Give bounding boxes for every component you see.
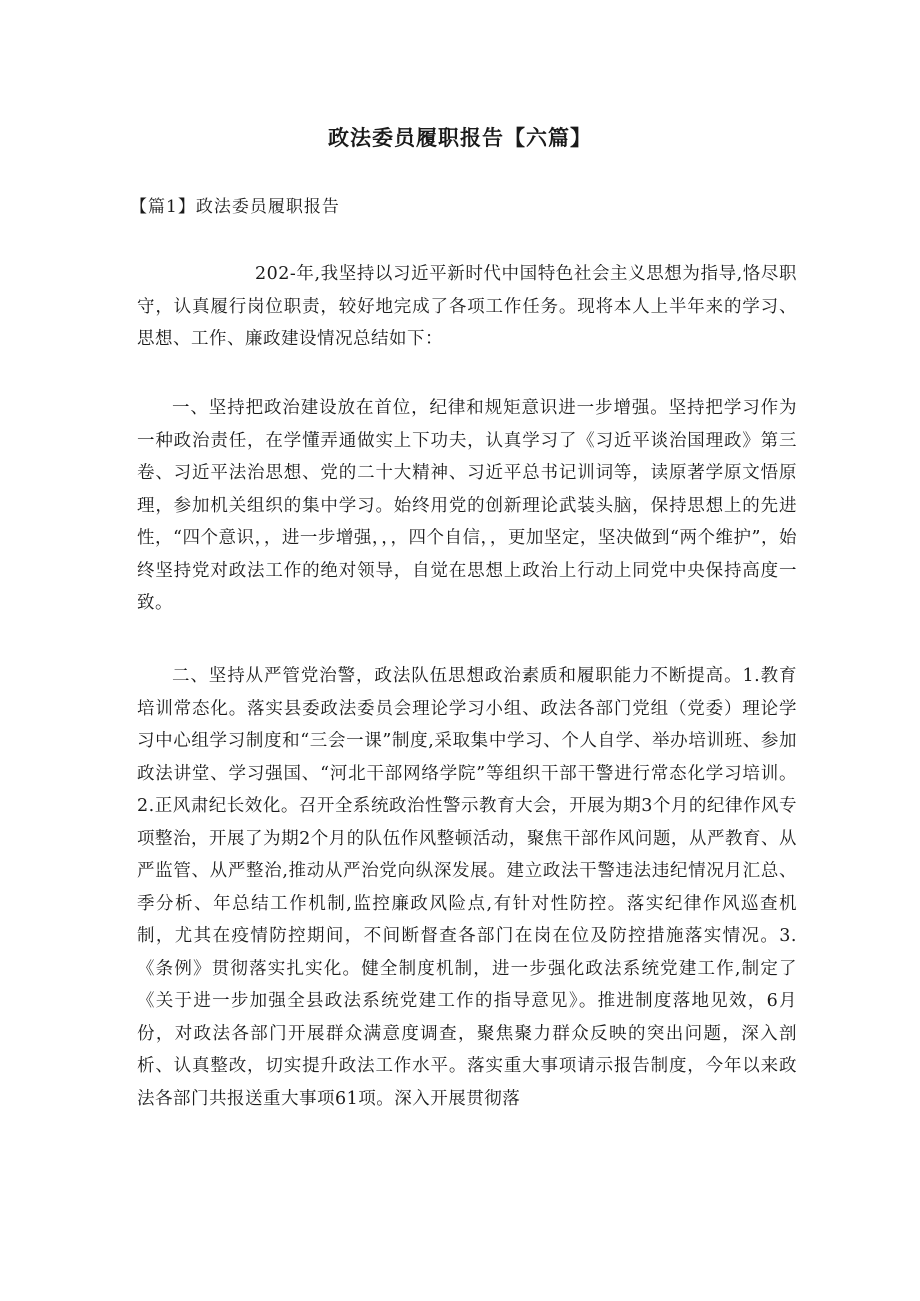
paragraph-section-two: 二、坚持从严管党治警，政法队伍思想政治素质和履职能力不断提高。1.教育培训常态化。落实县委政法委员会理论学习小组、政法各部门党组（党委）理论学习中心组学习制度和“三会一课”制度,采取集中学习、个人自学、举办培训班、参加政法讲堂、学习强国、“河北干部网络学院”等组织干部干警进行常态化学习培训。2.正风肃纪长效化。召开全系统政治性警示教育大会，开展为期3个月的纪律作风专项整治，开展了为期2个月的队伍作风整顿活动，聚焦干部作风问题，从严教育、从严监管、从严整治,推动从严治党向纵深发展。建立政法干警违法违纪情况月汇总、季分析、年总结工作机制,监控廉政风险点,有针对性防控。落实纪律作风巡查机制，尤其在疫情防控期间，不间断督查各部门在岗在位及防控措施落实情况。3.《条例》贯彻落实扎实化。健全制度机制，进一步强化政法系统党建工作,制定了《关于进一步加强全县政法系统党建工作的指导意见》。推进制度落地见效，6月份，对政法各部门开展群众满意度调查，聚焦聚力群众反映的突出问题，深入剖析、认真整改，切实提升政法工作水平。落实重大事项请示报告制度，今年以来政法各部门共报送重大事项61项。深入开展贯彻落 <box>137 666 797 1109</box>
section-heading: 【篇1】政法委员履职报告 <box>130 197 340 217</box>
paragraph-section-one: 一、坚持把政治建设放在首位，纪律和规矩意识进一步增强。坚持把学习作为一种政治责任，在学懂弄通做实上下功夫，认真学习了《习近平谈治国理政》第三卷、习近平法治思想、党的二十大精神、习近平总书记训词等，读原著学原文悟原理，参加机关组织的集中学习。始终用党的创新理论武装头脑，保持思想上的先进性，“四个意识，，进一步增强，，，四个自信，，更加坚定，坚决做到“两个维护”，始终坚持党对政法工作的绝对领导，自觉在思想上政治上行动上同党中央保持高度一致。 <box>137 398 797 613</box>
document-title: 政法委员履职报告【六篇】 <box>328 126 592 150</box>
paragraph-intro: 202-年,我坚持以习近平新时代中国特色社会主义思想为指导,恪尽职守，认真履行岗位职责，较好地完成了各项工作任务。现将本人上半年来的学习、思想、工作、廉政建设情况总结如下： <box>137 264 797 349</box>
